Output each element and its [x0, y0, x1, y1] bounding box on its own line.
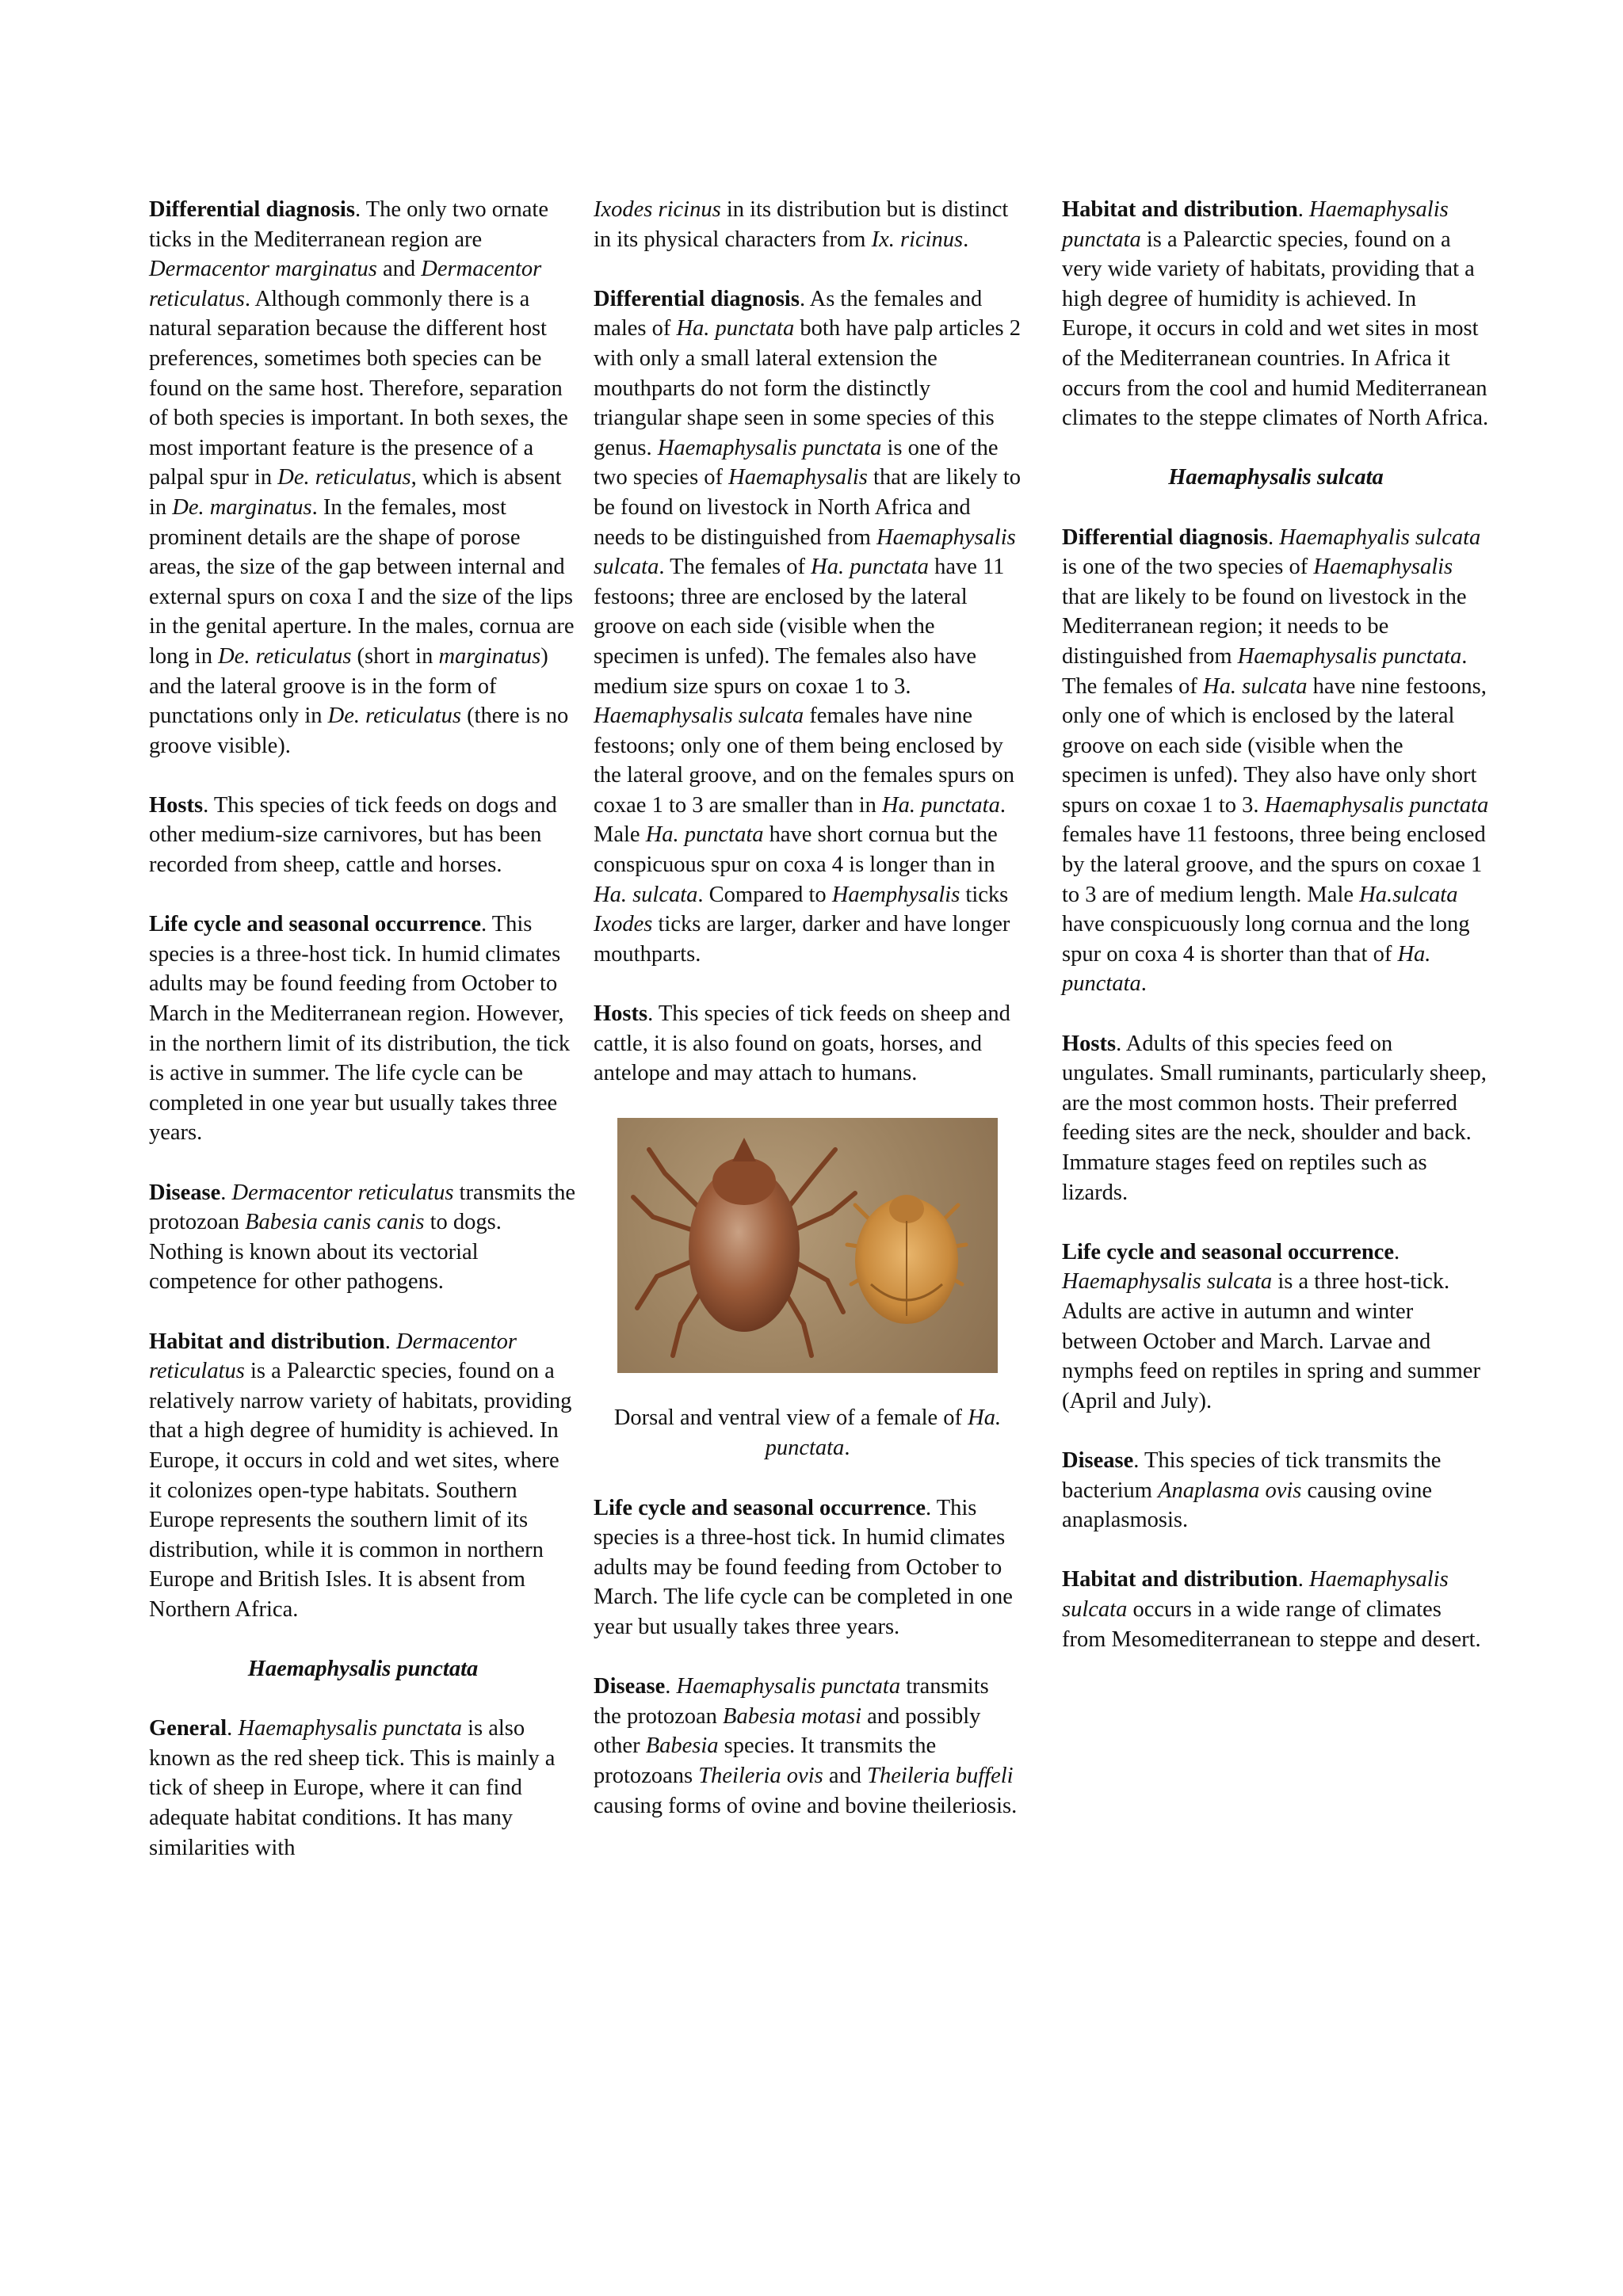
bold-run: Disease — [149, 1180, 221, 1205]
paragraph-differential-diagnosis-sulcata — [1062, 523, 1490, 1000]
italic-run: Theileria ovis — [698, 1763, 823, 1788]
text-run: causing ovine anaplasmosis. — [1062, 1478, 1433, 1533]
italic-run: Ha.sulcata — [1359, 882, 1458, 907]
bold-run: Hosts — [1062, 1031, 1117, 1056]
paragraph-life-cycle-dermacentor — [149, 910, 577, 1148]
text-run: species. It transmits the protozoans — [594, 1733, 937, 1788]
text-run: . The females of — [659, 555, 812, 580]
italic-run: marginatus — [438, 643, 541, 669]
text-run: . This species of tick feeds on sheep and cattle, it is also found on goats, horses, and antelope and may attach to humans. — [594, 1001, 1010, 1086]
text-run: is one of the two species of — [1062, 555, 1314, 580]
italic-run: Anaplasma ovis — [1158, 1478, 1302, 1503]
section-heading-haemaphysalis-sulcata: Haemaphysalis sulcata — [1168, 465, 1384, 490]
italic-run: Haemphysalis — [831, 882, 960, 907]
paragraph-habitat-punctata — [1062, 195, 1490, 433]
text-run: . — [1393, 1239, 1400, 1264]
text-run: . This species is a three-host tick. In humid climates adults may be found feeding from October to March. The life cycle can be completed in one year but usually takes three years. — [594, 1495, 1013, 1639]
italic-run: Ha. punctata — [765, 1405, 1002, 1460]
italic-run: Haemaphysalis punctata — [238, 1716, 462, 1741]
text-run: is a Palearctic species, found on a relatively narrow variety of habitats, providing that a high degree of humidity is achieved. In Europe, it occurs in cold and wet sites, where it colonizes open-type habitats. Southern Europe represents the southern limit of its distribution, while it is common in northern Europe and British Isles. It is absent from Northern Africa. — [149, 1359, 572, 1622]
text-run: . Although commonly there is a natural separation because the different host preferences, sometimes both species can be found on the same host. Therefore, separation of both species is important. In both sexes, the most important feature is the presence of a palpal spur in — [149, 286, 568, 490]
text-run: in its distribution but is distinct in its physical characters from — [594, 197, 1009, 252]
text-run: is a Palearctic species, found on a very wide variety of habitats, providing that a high degree of humidity is achieved. In Europe, it occurs in cold and wet sites in most of the Mediterranean countries. In Africa it occurs from the cool and humid Mediterranean climates to the steppe climates of North Africa. — [1062, 227, 1489, 431]
italic-run: Haemaphysalis — [1313, 555, 1453, 580]
paragraph-hosts-punctata — [594, 999, 1022, 1089]
italic-run: Haemaphysalis punctata — [1062, 197, 1449, 252]
text-run: . — [844, 1436, 850, 1460]
paragraph-life-cycle-sulcata — [1062, 1238, 1490, 1417]
text-run: . — [665, 1674, 677, 1699]
text-run: have 11 festoons; three are enclosed by the lateral groove on each side (visible when the specimen is unfed). The females also have medium size spurs on coxae 1 to 3. — [594, 555, 1005, 699]
italic-run: Babesia canis canis — [245, 1210, 425, 1235]
text-run: . — [1297, 197, 1309, 222]
text-run: . Male — [594, 792, 1006, 848]
bold-run: Habitat and distribution — [1062, 197, 1298, 222]
bold-run: Life cycle and seasonal occurrence — [594, 1495, 926, 1520]
text-run: transmits the protozoan — [594, 1674, 989, 1729]
section-heading-haemaphysalis-punctata: Haemaphysalis punctata — [247, 1657, 479, 1682]
text-run: that are likely to be found on livestock in North Africa and needs to be distinguished from — [594, 465, 1022, 550]
bold-run: Differential diagnosis — [594, 286, 800, 311]
italic-run: Dermacentor marginatus — [149, 257, 377, 282]
text-run: females have 11 festoons, three being enclosed by the lateral groove, and the spurs on coxae 1 to 3 are of medium length. Male — [1062, 822, 1486, 907]
paragraph-continuation — [594, 195, 1022, 254]
text-run: . — [220, 1180, 232, 1205]
italic-run: Haemaphysalis sulcata — [594, 704, 804, 729]
text-run: transmits the protozoan — [149, 1180, 575, 1235]
text-run: have conspicuously long cornua and the long spur on coxa 4 is shorter than that of — [1062, 912, 1470, 967]
text-column-3 — [1062, 195, 1490, 1684]
italic-run: Ha. sulcata — [594, 882, 698, 907]
figure-caption — [594, 1403, 1022, 1463]
text-run: ticks are larger, darker and have longer mouthparts. — [594, 912, 1010, 967]
bold-run: Disease — [1062, 1447, 1134, 1473]
text-run: (there is no groove visible). — [149, 704, 569, 758]
bold-run: Habitat and distribution — [1062, 1567, 1298, 1592]
bold-run: Hosts — [149, 792, 204, 818]
paragraph-differential-diagnosis-punctata — [594, 284, 1022, 970]
italic-run: De. marginatus — [172, 494, 312, 520]
paragraph-disease-dermacentor — [149, 1178, 577, 1297]
text-run: . Compared to — [697, 882, 832, 907]
text-run: females have nine festoons; only one of them being enclosed by the lateral groove, and on the females spurs on coxae 1 to 3 are smaller than in — [594, 704, 1015, 818]
italic-run: Ix. ricinus — [871, 227, 964, 252]
paragraph-general-punctata — [149, 1714, 577, 1863]
text-run: . — [384, 1329, 396, 1354]
text-run: . As the females and males of — [594, 286, 983, 341]
italic-run: Ha. sulcata — [1203, 673, 1308, 699]
italic-run: Dermacentor reticulatus — [231, 1180, 454, 1205]
text-run: . This species is a three-host tick. In humid climates adults may be found feeding from October to March in the Mediterranean region. However, in the northern limit of its distribution, the tick is active in summer. The life cycle can be completed in one year but usually takes three years. — [149, 912, 571, 1146]
italic-run: Haemaphysalis — [728, 465, 868, 490]
paragraph-life-cycle-punctata — [594, 1493, 1022, 1642]
italic-run: Dermacentor reticulatus — [149, 1329, 517, 1384]
text-run: . In the females, most prominent details are the shape of porose areas, the size of the gap between internal and external spurs on coxa I and the size of the lips in the genital aperture. In the males, cornua are long in — [149, 494, 575, 669]
italic-run: De. reticulatus — [218, 643, 352, 669]
italic-run: Babesia motasi — [723, 1703, 861, 1729]
italic-run: Ixodes — [594, 912, 653, 937]
italic-run: Ha. punctata — [811, 555, 929, 580]
italic-run: Ha. punctata — [645, 822, 764, 848]
paragraph-habitat-dermacentor — [149, 1327, 577, 1625]
italic-run: Dermacentor reticulatus — [149, 257, 542, 311]
text-run: have nine festoons, only one of which is enclosed by the lateral groove on each side (visible when the specimen is unfed). They also have only short spurs on coxae 1 to 3. — [1062, 673, 1487, 818]
text-run: Dorsal and ventral view of a female of — [613, 1405, 968, 1431]
text-run: ticks — [960, 882, 1009, 907]
text-run: . — [1297, 1567, 1309, 1592]
tick-photo — [617, 1118, 998, 1373]
text-run: ) and the lateral groove is in the form of punctations only in — [149, 643, 548, 729]
text-run: causing forms of ovine and bovine theileriosis. — [594, 1793, 1018, 1818]
bold-run: Hosts — [594, 1001, 648, 1027]
text-run: . — [227, 1716, 239, 1741]
text-run: . This species of tick feeds on dogs and other medium-size carnivores, but has been recorded from sheep, cattle and horses. — [149, 792, 557, 878]
tick-illustration — [617, 1118, 998, 1373]
paragraph-disease-sulcata — [1062, 1446, 1490, 1535]
italic-run: Haemaphyalis sulcata — [1279, 524, 1481, 550]
paragraph-disease-punctata — [594, 1672, 1022, 1821]
italic-run: De. reticulatus — [277, 465, 411, 490]
italic-run: Haemaphysalis sulcata — [1062, 1269, 1273, 1295]
text-run: and possibly other — [594, 1703, 981, 1759]
text-column-1 — [149, 195, 577, 1893]
text-run: . The only two ornate ticks in the Mediterranean region are — [149, 197, 548, 252]
italic-run: Haemaphysalis punctata — [1237, 643, 1462, 669]
text-run: . — [1140, 971, 1147, 997]
italic-run: Ha. punctata — [1062, 941, 1431, 997]
italic-run: Haemaphysalis sulcata — [1062, 1567, 1449, 1622]
text-run: that are likely to be found on livestock in the Mediterranean region; it needs to be distinguished from — [1062, 584, 1467, 669]
bold-run: General — [149, 1716, 227, 1741]
italic-run: Ixodes ricinus — [594, 197, 721, 222]
paragraph-differential-diagnosis-dermacentor — [149, 195, 577, 761]
bold-run: Life cycle and seasonal occurrence — [149, 912, 481, 937]
text-run: , which is absent in — [149, 465, 562, 520]
text-run: is a three host-tick. Adults are active in autumn and winter between October and March. Larvae and nymphs feed on reptiles in spring and summer (April and July). — [1062, 1269, 1480, 1413]
italic-run: Ha. punctata — [882, 792, 1000, 818]
text-run: to dogs. Nothing is known about its vectorial competence for other pathogens. — [149, 1210, 502, 1295]
text-run: is also known as the red sheep tick. This is mainly a tick of sheep in Europe, where it can find adequate habitat conditions. It has many similarities with — [149, 1716, 556, 1860]
text-run: . — [963, 227, 969, 252]
text-run: . Adults of this species feed on ungulates. Small ruminants, particularly sheep, are the most common hosts. Their preferred feeding sites are the neck, shoulder and back. Immature stages feed on reptiles such as lizards. — [1062, 1031, 1487, 1205]
text-run: and — [823, 1763, 868, 1788]
text-run: and — [376, 257, 422, 282]
text-run: . This species of tick transmits the bacterium — [1062, 1447, 1442, 1503]
text-run: (short in — [351, 643, 439, 669]
italic-run: Haemaphysalis punctata — [657, 435, 882, 460]
italic-run: De. reticulatus — [327, 704, 461, 729]
text-run: is one of the two species of — [594, 435, 999, 490]
text-run: . The females of — [1062, 643, 1468, 699]
text-run: occurs in a wide range of climates from Mesomediterranean to steppe and desert. — [1062, 1596, 1481, 1652]
bold-run: Disease — [594, 1674, 666, 1699]
italic-run: Babesia — [645, 1733, 719, 1759]
paragraph-hosts-sulcata — [1062, 1029, 1490, 1208]
bold-run: Differential diagnosis — [149, 197, 355, 222]
text-run: have short cornua but the conspicuous spur on coxa 4 is longer than in — [594, 822, 998, 878]
text-column-2 — [594, 195, 1022, 1851]
paragraph-hosts-dermacentor — [149, 791, 577, 880]
text-run: both have palp articles 2 with only a small lateral extension the mouthparts do not form the distinctly triangular shape seen in some species of this genus. — [594, 316, 1021, 460]
bold-run: Life cycle and seasonal occurrence — [1062, 1239, 1394, 1264]
italic-run: Haemaphysalis sulcata — [594, 524, 1016, 580]
italic-run: Haemaphysalis punctata — [1264, 792, 1489, 818]
paragraph-habitat-sulcata — [1062, 1565, 1490, 1654]
text-run: . — [1267, 524, 1280, 550]
bold-run: Habitat and distribution — [149, 1329, 385, 1354]
italic-run: Theileria buffeli — [867, 1763, 1014, 1788]
italic-run: Haemaphysalis punctata — [676, 1674, 901, 1699]
italic-run: Ha. punctata — [676, 316, 795, 341]
bold-run: Differential diagnosis — [1062, 524, 1268, 550]
figure — [594, 1118, 1022, 1463]
